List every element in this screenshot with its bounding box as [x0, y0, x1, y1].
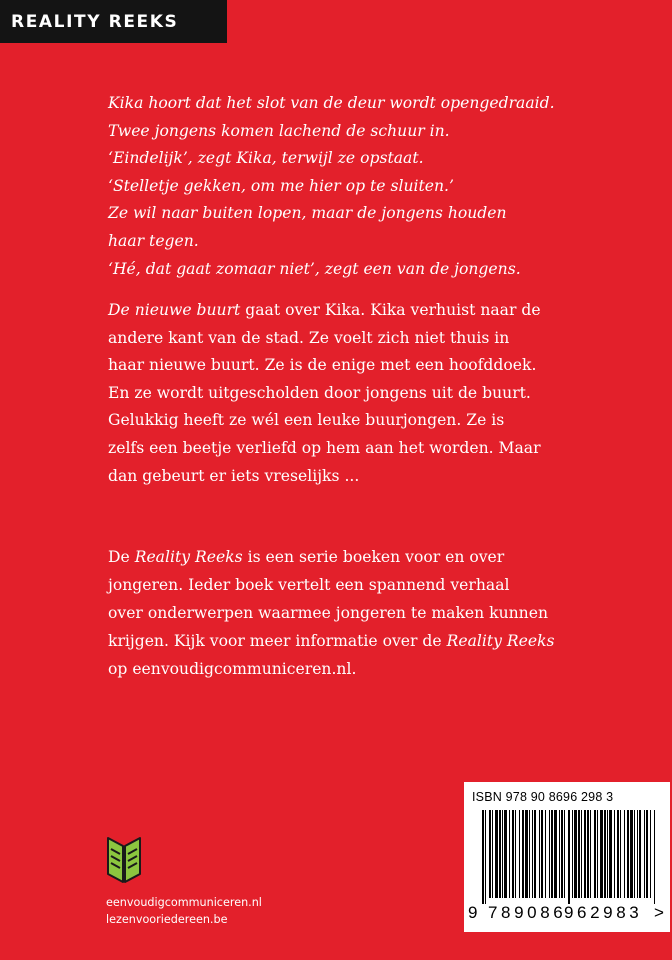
- series-title: Reality Reeks: [446, 632, 555, 650]
- barcode-digit-group: 962983: [564, 903, 643, 922]
- barcode-bar: [561, 810, 563, 898]
- synopsis-text: gaat over Kika. Kika verhuist naar de: [240, 301, 541, 319]
- barcode-bar: [639, 810, 641, 898]
- series-line: [108, 627, 588, 655]
- barcode-bar: [492, 810, 493, 898]
- series-title: Reality Reeks: [134, 548, 243, 566]
- synopsis-line: andere kant van de stad. Ze voelt zich niet thuis in: [108, 328, 510, 347]
- barcode-bar: [614, 810, 615, 898]
- barcode-bar: [644, 810, 645, 898]
- barcode-bar: [554, 810, 557, 898]
- barcode-bar: [630, 810, 633, 898]
- series-line: jongeren. Ieder boek vertelt een spannend verhaal: [108, 576, 510, 594]
- barcode-bar: [515, 810, 516, 898]
- barcode-bar: [654, 810, 655, 904]
- barcode-bar: [482, 810, 484, 904]
- barcode-bar: [525, 810, 528, 898]
- barcode-bars: [470, 810, 664, 906]
- excerpt-line: Kika hoort dat het slot van de deur wordt opengedraaid.: [108, 94, 555, 112]
- series-name: REALITY REEKS: [11, 11, 179, 32]
- barcode-bar: [522, 810, 524, 898]
- synopsis-line: En ze wordt uitgescholden door jongens uit de buurt.: [108, 383, 531, 402]
- barcode-bar: [504, 810, 507, 898]
- barcode-bar: [485, 810, 486, 904]
- barcode-bar: [594, 810, 596, 898]
- barcode-arrow: >: [654, 903, 664, 922]
- synopsis-line: dan gebeurt er iets vreselijks ...: [108, 466, 360, 485]
- barcode-bar: [584, 810, 586, 898]
- barcode-bar: [534, 810, 536, 898]
- excerpt-line: ‘Stelletje gekken, om me hier op te sluiten.’: [108, 176, 454, 195]
- barcode-bar: [549, 810, 550, 898]
- excerpt-line: Ze wil naar buiten lopen, maar de jongens houden: [108, 204, 507, 223]
- barcode-bar: [590, 810, 591, 898]
- series-line: over onderwerpen waarmee jongeren te maken kunnen: [108, 604, 548, 622]
- book-title: De nieuwe buurt: [108, 301, 241, 319]
- barcode-bar: [502, 810, 503, 898]
- barcode-bar: [609, 810, 612, 898]
- barcode-bar: [617, 810, 619, 898]
- barcode-bar: [581, 810, 582, 898]
- barcode-bar: [564, 810, 565, 898]
- barcode-bar: [578, 810, 580, 898]
- barcode-bar: [539, 810, 540, 898]
- barcode-bar: [532, 810, 533, 898]
- excerpt-quote: [108, 90, 588, 283]
- barcode-bar: [600, 810, 603, 898]
- synopsis-line: haar nieuwe buurt. Ze is de enige met een hoofddoek.: [108, 356, 537, 375]
- book-logo-icon: [106, 836, 142, 886]
- barcode-bar: [627, 810, 629, 898]
- barcode-bar: [574, 810, 577, 898]
- series-line: op eenvoudigcommuniceren.nl.: [108, 660, 357, 678]
- barcode-bar: [607, 810, 608, 898]
- website-link[interactable]: eenvoudigcommuniceren.nl: [106, 896, 262, 909]
- barcode-bar: [597, 810, 598, 898]
- barcode-bar: [509, 810, 510, 898]
- barcode-digit-first: 9: [468, 903, 478, 922]
- series-text: De: [108, 548, 135, 566]
- barcode-bar: [489, 810, 491, 898]
- barcode-bar: [604, 810, 606, 898]
- isbn-barcode: [464, 782, 670, 932]
- barcode-bar: [637, 810, 638, 898]
- barcode-bar: [572, 810, 573, 898]
- excerpt-line: haar tegen.: [108, 231, 199, 250]
- barcode-bar: [634, 810, 635, 898]
- barcode-bar: [499, 810, 501, 898]
- series-banner: [0, 0, 227, 43]
- series-text: krijgen. Kijk voor meer informatie over de: [108, 632, 447, 650]
- barcode-bar: [568, 810, 570, 904]
- excerpt-line: ‘Eindelijk’, zegt Kika, terwijl ze opstaat.: [108, 149, 424, 168]
- barcode-bar: [545, 810, 546, 898]
- isbn-number: ISBN 978 90 8696 298 3: [472, 790, 614, 804]
- barcode-bar: [541, 810, 543, 898]
- barcode-bar: [512, 810, 514, 898]
- series-description: [108, 543, 588, 683]
- excerpt-line: ‘Hé, dat gaat zomaar niet’, zegt een van de jongens.: [108, 259, 521, 278]
- synopsis-line: [108, 297, 588, 325]
- barcode-bar: [519, 810, 520, 898]
- barcode-bar: [529, 810, 530, 898]
- barcode-bar: [495, 810, 498, 898]
- barcode-bar: [624, 810, 625, 898]
- website-link[interactable]: lezenvooriedereen.be: [106, 912, 228, 926]
- barcode-bar: [559, 810, 560, 898]
- barcode-bar: [620, 810, 621, 898]
- barcode-bar: [551, 810, 553, 898]
- series-text: is een serie boeken voor en over: [242, 548, 505, 566]
- synopsis-line: zelfs een beetje verliefd op hem aan het worden. Maar: [108, 438, 541, 457]
- barcode-bar: [587, 810, 589, 898]
- series-line: [108, 543, 588, 571]
- synopsis: [108, 297, 588, 490]
- barcode-bar: [650, 810, 651, 898]
- excerpt-line: Twee jongens komen lachend de schuur in.: [108, 121, 450, 140]
- barcode-bar: [646, 810, 648, 898]
- barcode-digit-group: 789086: [488, 903, 567, 922]
- publisher-websites: [106, 895, 262, 928]
- synopsis-line: Gelukkig heeft ze wél een leuke buurjongen. Ze is: [108, 411, 505, 430]
